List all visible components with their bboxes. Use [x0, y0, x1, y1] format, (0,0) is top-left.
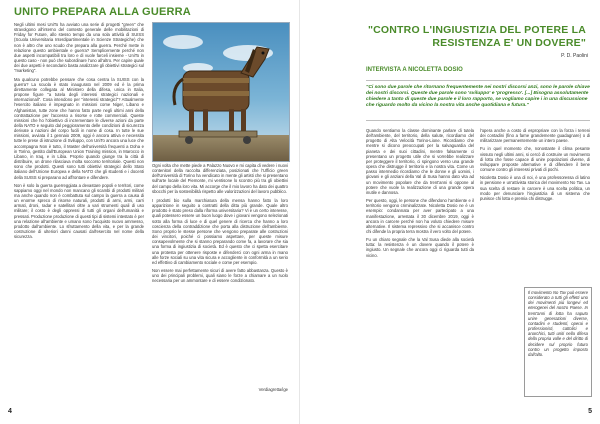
right-column-1 — [366, 128, 474, 261]
page-number-right: 5 — [588, 408, 592, 415]
paragraph: Quando sentiamo la classe dominante parlare di tutela dell'ambiente, del territorio, della salute, ricordiamo del progetto di Alta Velocità Torino-Lione. Ricordiamo che mentre si dicono preoccupati per la salvaguardia del pianeta e dei suoi cittadini, mentre falsamente ci presentano un progetto utile che si vorrebbe realizzare per proteggere il territorio, ci spingono verso una grande opera che distrugge il territorio e la nostra vita. Come un passo intermedio ricordiamo che le donne e gli uomini, i giovani e gli anziani della Val di Susa hanno dato vita ad un movimento popolare che da trent'anni si oppone al potere che vuole la realizzazione di una grande opera inutile e dannosa. — [366, 128, 474, 195]
paragraph: Ma qualcuno potrebbe pensare che cosa centra la SUISS con la guerra? La scuola è stato inaugurato nel 2009 ed è la prima direttamente collegata al Ministero della difesa, unica in Italia, propone figure "a tutela degli interessi strategici nazionali e internazionali". Cosa intendono per "interessi strategici"? Attualmente l'esercito italiano è impegnato in missioni come Niger, Libano e Afghanistan, tutte zone che hanno fatto parte negli ultimi anni della contrattazione per l'accesso a risorse e rotte commerciali. Queste missioni che ho l'obiettivo di incrementare le diverse azioni da parte della NATO e seguito dal peggioramento delle condizioni di sicurezza derivate a nazioni del corpo fucili in nome di cosa. In tutte le sue missioni, avviata il 1 gennaio 2009, oggi è ancora attiva e necessita tutte le prese di istruzione di Sviluppo, con UniTo ancora una luce che accompagna Non è tutto, il Master dell'università frequenti a Doha e in Torino, gestito dall'European Union Training mission, in Marocco in Libano, in Iraq, e in Libia. Proprio quando giunge tra la città di distribuire, un drone rilasciava molta soccorso territoriale. Questi non sono che prodotti. Questi sono tutti obiettivi strategici dello Stato italiano dell'Unione Europea e della NATO che gli studenti e i docenti della SUISS si preparano ad affrontare e difendere. — [14, 76, 144, 180]
right-page — [300, 0, 600, 424]
divider — [366, 120, 590, 121]
paragraph: Nicoletta Dosio è una di noi, è una professoressa di latino in pensione e un'attivista storica del movimento No Tav. La sua scelta di restare in carcere è una scelta politica, un modo per denunciare l'ingiustizia di un sistema che punisce chi lotta e premia chi distrugge. — [480, 175, 590, 201]
title-line-2: RESISTENZA E' UN DOVERE" — [432, 36, 586, 49]
trojan-horse-icon — [153, 23, 289, 161]
pull-quote: "Ci sono due parole che ritornano frequentemente nei nostri discorsi anzi, sono le parole chiave dei nostri discorsi. Queste due parole sono 'sviluppo' e 'progresso'. [...] Bisogna assolutamente chiedere a tanto di queste due parole e il loro rapporto, se vogliamo capire i in una discussione che riguardo molto da vicino la nostra vita anche quotidiana e futura." — [366, 85, 590, 109]
right-column-2 — [480, 128, 590, 204]
paragraph: Negli ultimi mesi UniTo ha avviato una serie di progetti "green" che stravolgono all'interno del contesto generale delle mobilitazioni di Friday for Future, allo stesso tempo da una sola attività di SUISS (Scuola Universitaria Interdipartimentale in Scienze Strategiche) che non è altro che uno scudo che prepara alla guerra. Perché mette in relazione questo ambientale e guerra? Semplicemente perché non due aspetti incompatibili tra loro e di vuole farceli insieme - UniTo in questo caso - non può che subordinare l'uno all'altro. Per capire quale dei due aspetti è secondario basta analizzare gli obiettivi strategici sul "marketing". — [14, 22, 144, 74]
left-column-2 — [152, 198, 288, 287]
author-signature: Verdiagretta/ige — [258, 387, 288, 392]
photo-caption: Ogni volta che mette piede a Palazzo Nuovo e mi capita di vedere i nuovi contenitori della raccolta differenziata, posizionati che l'Ufficio green dell'Università di Torino ha vendicato in mente gli artisti che si presentano sull'arte locale del Piemonte, mi ventisone lo scontro più tra gli obiettivi del campo della loro vita. Mi accorge che il mio lavoro ha dato dei quattro sbocchi per la sostenibilità rispetto alle valorizzazioni del lavoro pubblico. — [152, 163, 288, 194]
paragraph: Per questo, oggi, le persone che difendono l'ambiente e il territorio vengono criminalizzate. Nicoletta Dosio ne è un esempio: condannata per aver partecipato a una manifestazione, arrestata il 30 dicembre 2019, oggi è ancora in carcere perché non ha voluto chiedere misure alternative. Il sistema repressivo che si accanisce contro chi difende la propria terra mostra il vero volto del potere. — [366, 198, 474, 234]
article-title-left: UNITO PREPARA ALLA GUERRA — [14, 6, 191, 18]
paragraph: Non è solo la guerra guerreggiata a devastare popoli e territori, come sappiamo oggi nel mondo non mancano gli scambi di prodotti militari ma anche quando non è combattuta sul campo la guerra a causa di un enorme spreco di risorse naturali, prodotti di armi, armi, carri armati, droni, radar e satellitari oltre a vari strumenti quali di uso militare; il costo è degli oppressi di tutti gli organi dell'umanità e pressati. Produzione produzione di questi tipi di sistemi intestato è per una relazione all'ambiente e umano sono l'acquisto nuovo ammesso, prodotto dall'ambiente. Lo sfruttamento della vita, e per la grande costruzione di ulteriori danni causati dall'esercito nel nome della sicurezza. — [14, 182, 144, 240]
left-column-1 — [14, 22, 144, 242]
illustration-horse-photo — [152, 22, 290, 162]
page-number-left: 4 — [8, 408, 12, 415]
sidebar-box: Il movimento No Tav può essere considerato a tutti gli effetti uno dei movimenti più longevi ed eterogenei del nostro Paese. In trent'anni di lotta ha saputo unire generazioni diverse, contadini e studenti, operai e professionisti, cattolici e anarchici, tutti uniti nella difesa della propria valle e del diritto di decidere sul proprio futuro contro un progetto imposto dall'alto. — [524, 287, 592, 397]
paragraph: Non essere mai perfettamente sicuri di avere fatto abbastanza. Questo è uno dei principali problemi, quali siano le forze a chiamare a un ruolo necessaria per un ammontare e di essere condizionato. — [152, 268, 288, 284]
paragraph: l'opera anche a costo di espropriare con la forza i terreni dei contadini (fino a farne grandemente guadagnare) o di militarizzare permanentemente un intero paese. — [480, 128, 590, 144]
byline: P. D. Paolini — [561, 53, 588, 59]
interview-subhead: INTERVISTA A NICOLETTA DOSIO — [366, 67, 463, 73]
paragraph: I prodotti bio sulla marchiatura della mensa hanno fatto la loro apparizione in seguito a contratti della ditta più grande. Quale altro prodotto è stato preso dalla riforma universitaria? Vi è un certo interesse, quali potessero essere un buon luogo dove i giovani vengono selezionati sotto alla forma di luce e di quel genere di ricerca che hanno a loro coscienza della contraddizione che porta alla distruzione dell'ambiente. Sono proprio le stesse persone che vengono preparate alle costruzioni dei vincitori, poiché ci possiamo aspettare, per queste misure consapevolmente che si stanno preparando come fa, a lavorare che sia una forma di ingiustizia di società. Ed è questo che ci spetta esercitare una protesta per ottenere risposte e difenderci con ogni arma in mano alle forze sociali su una vita sicura e accogliente in conformità a un serio ed effettivo di cambiamento sociale e come per esempio. — [152, 198, 288, 265]
title-line-1: "CONTRO L'INGIUSTIZIA DEL POTERE LA — [367, 24, 586, 36]
paragraph: Fu in quel momento che, nonostante il clima pesante vissuto negli ultimi anni, si cercò di costruire un movimento di lotta che fosse capace di unire popolazioni diverse, di sviluppare proposte alternative e di difendere il bene comune contro gli interessi privati di pochi. — [480, 146, 590, 173]
divider — [366, 80, 590, 81]
paragraph: Fu un chiaro segnale che la Val Susa diede alla società tutta: la resistenza è un dovere quando il potere è ingiusto. Un segnale che ancora oggi ci riguarda tutti da vicino. — [366, 237, 474, 258]
article-title-right — [350, 24, 586, 49]
